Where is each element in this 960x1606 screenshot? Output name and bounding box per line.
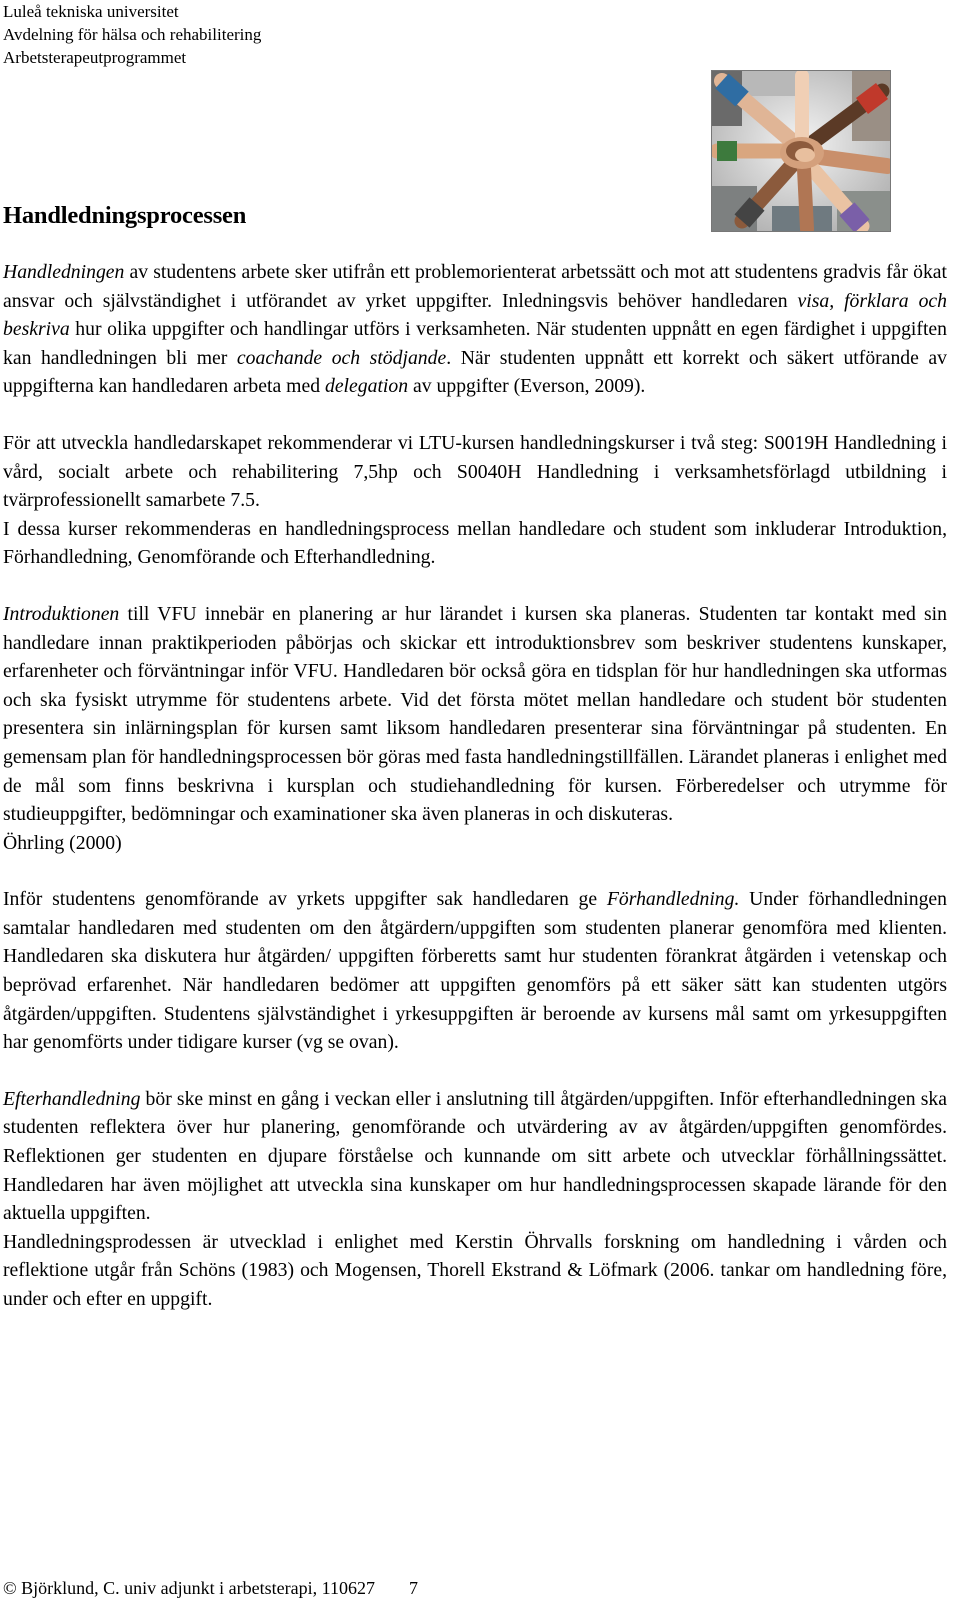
footer-copyright: © Björklund, C. univ adjunkt i arbetsterapi, 110627 — [3, 1578, 375, 1598]
page-header — [3, 0, 261, 69]
paragraph-gap — [3, 857, 947, 885]
paragraph-forskning: Handledningsprodessen är utvecklad i enlighet med Kerstin Öhrvalls forskning om handledning i vården och reflektione utgår från Schöns (1983) och Mogensen, Thorell Ekstrand & Löfmark (2006. tankar om handledning före, under och efter en uppgift. — [3, 1230, 947, 1310]
header-university: Luleå tekniska universitet — [3, 2, 179, 21]
term-coachande: coachande och stödjande — [236, 346, 447, 369]
page-number: 7 — [408, 1578, 418, 1598]
paragraph-gap — [3, 1057, 947, 1085]
term-delegation: delegation — [324, 375, 409, 398]
page-title: Handledningsprocessen — [3, 202, 247, 229]
hands-photo-illustration — [712, 71, 890, 231]
text-span: Inför studentens genomförande av yrkets uppgifter sak handledaren ge — [3, 888, 607, 911]
paragraph-process: I dessa kurser rekommenderas en handledningsprocess mellan handledare och student som inkluderar Introduktion, Förhandledning, Genomförande och Efterhandledning. — [3, 517, 947, 569]
header-program: Arbetsterapeutprogrammet — [3, 48, 187, 67]
term-handledningen: Handledningen — [3, 261, 125, 283]
text-span: bör ske minst en gång i veckan eller i anslutning till åtgärden/uppgiften. Inför efterhandledningen ska studenten reflektera över hur planering, genomförande och utvärdering av av åtgärden/uppgiften genomfördes. Reflektionen ger studenten en djupare förståelse och kunnande om sitt arbete och utvecklar förhållningssättet. Handledaren har även möjlighet att utveckla sina kunskaper om hur handledningsprocessen skapade lärande för den aktuella uppgiften. — [3, 1087, 947, 1225]
text-span: Under förhandledningen samtalar handledaren med studenten om den åtgärdern/uppgiften som studenten planerar genomföra med klienten. Handledaren ska diskutera hur åtgärden/ uppgiften förberetts samt hur studenten förankrat åtgärden i vetenskap och beprövad erfarenhet. När handledaren bedömer att uppgiften genomförs på ett säker sätt kan studenten utgörs åtgärden/uppgiften. Studentens självständighet i yrkesuppgiften är beroende av kursens mål samt om yrkesuppgiften har genomförts under tidigare kurser (vg se ovan). — [3, 888, 947, 1054]
paragraph-forhandledning — [3, 885, 947, 1057]
text-span: . När studenten uppnått ett korrekt och säkert utförande av uppgifterna kan handledaren arbeta med — [3, 346, 947, 398]
term-forhandledning: Förhandledning. — [606, 888, 740, 911]
paragraph-gap — [3, 572, 947, 600]
term-efterhandledning: Efterhandledning — [3, 1087, 141, 1110]
citation-ohrling: Öhrling (2000) — [3, 831, 122, 854]
paragraph-handledning — [3, 258, 947, 401]
body-text — [3, 258, 947, 1314]
text-span: till VFU innebär en planering ar hur lärandet i kursen ska planeras. Studenten tar kontakt med sin handledare innan praktikperioden påbörjas och skickar ett introduktionsbrev som beskriver studentens kunskaper, erfarenheter och förväntningar inför VFU. Handledaren bör också göra en tidsplan för hur handledningen ska utformas och ska fysiskt utrymme för studentens arbete. Vid det första mötet mellan handledare och student bör studenten presentera sin inlärningsplan för kursen samt liksom handledaren presenterar sina förväntningar på studenten. En gemensam plan för handledningsprocessen bör göras med fasta handledningstillfällen. Lärandet planeras i enlighet med de mål som finns beskrivna i kursplan och studiehandledning för kursen. Förberedelser och utrymme för studieuppgifter, bedömningar och examinationer ska även planeras in och diskuteras. — [3, 602, 947, 826]
term-introduktionen: Introduktionen — [3, 602, 120, 625]
paragraph-gap — [3, 401, 947, 429]
term-visa-forklara-beskriva: visa, förklara och beskriva — [3, 289, 947, 341]
text-span: hur olika uppgifter och handlingar utförs i verksamheten. När studenten uppnått en egen färdighet i uppgiften kan handledningen bli mer — [3, 318, 947, 369]
paragraph-introduktion — [3, 600, 947, 829]
paragraph-efterhandledning — [3, 1085, 947, 1228]
page-footer — [3, 1578, 418, 1599]
text-span: av studentens arbete sker utifrån ett problemorienterat arbetssätt och mot att studentens gradvis får ökat ansvar och självständighet i utförandet av yrket uppgifter. Inledningsvis behöver handledaren — [3, 261, 947, 312]
hands-together-photo — [711, 70, 891, 232]
text-span: av uppgifter (Everson, 2009). — [408, 375, 646, 398]
header-department: Avdelning för hälsa och rehabilitering — [3, 25, 262, 44]
paragraph-kurser: För att utveckla handledarskapet rekommenderar vi LTU-kursen handledningskurser i två steg: S0019H Handledning i vård, socialt arbete och rehabilitering 7,5hp och S0040H Handledning i verksamhetsförlagd utbildning i tvärprofessionellt samarbete 7.5. — [3, 431, 947, 512]
